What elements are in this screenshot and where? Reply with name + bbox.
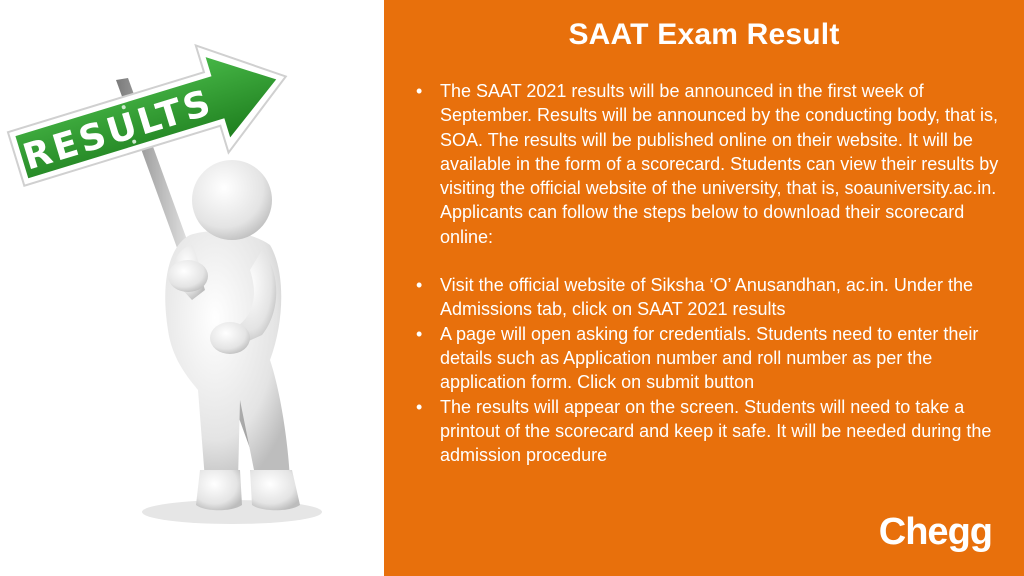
results-sign-illustration [0, 0, 384, 576]
figure-hand-lower [210, 322, 250, 354]
bullet-item-step-2: • A page will open asking for credentials. Students need to enter their details such as Application number and roll number as per the application form. Click on submit button [414, 322, 1004, 395]
figure-right-foot [250, 470, 300, 510]
illustration-panel [0, 0, 384, 576]
bullet-list [414, 79, 1004, 467]
sign-text: RESULTS [18, 82, 218, 179]
figure-head [192, 160, 272, 240]
figure-hand-upper [168, 260, 208, 292]
bullet-item-step-3: • The results will appear on the screen. Students will need to take a printout of the scorecard and keep it safe. It will be needed during the admission procedure [414, 395, 1004, 468]
content-panel [384, 0, 1024, 576]
figure-left-foot [196, 470, 242, 510]
bullet-item-step-1: • Visit the official website of Siksha ‘O’ Anusandhan, ac.in. Under the Admissions tab, click on SAAT 2021 results [414, 273, 1004, 322]
slide-title: SAAT Exam Result [568, 18, 840, 51]
chegg-logo: Chegg [878, 511, 992, 553]
bullet-item-intro: • The SAAT 2021 results will be announced in the first week of September. Results will be announced by the conducting body, that is, SOA. The results will be published online on their website. It will be available in the form of a scorecard. Students can view their results by visiting the official website of the university, that is, soauniversity.ac.in. Applicants can follow the steps below to download their scorecard online: [414, 79, 1004, 249]
